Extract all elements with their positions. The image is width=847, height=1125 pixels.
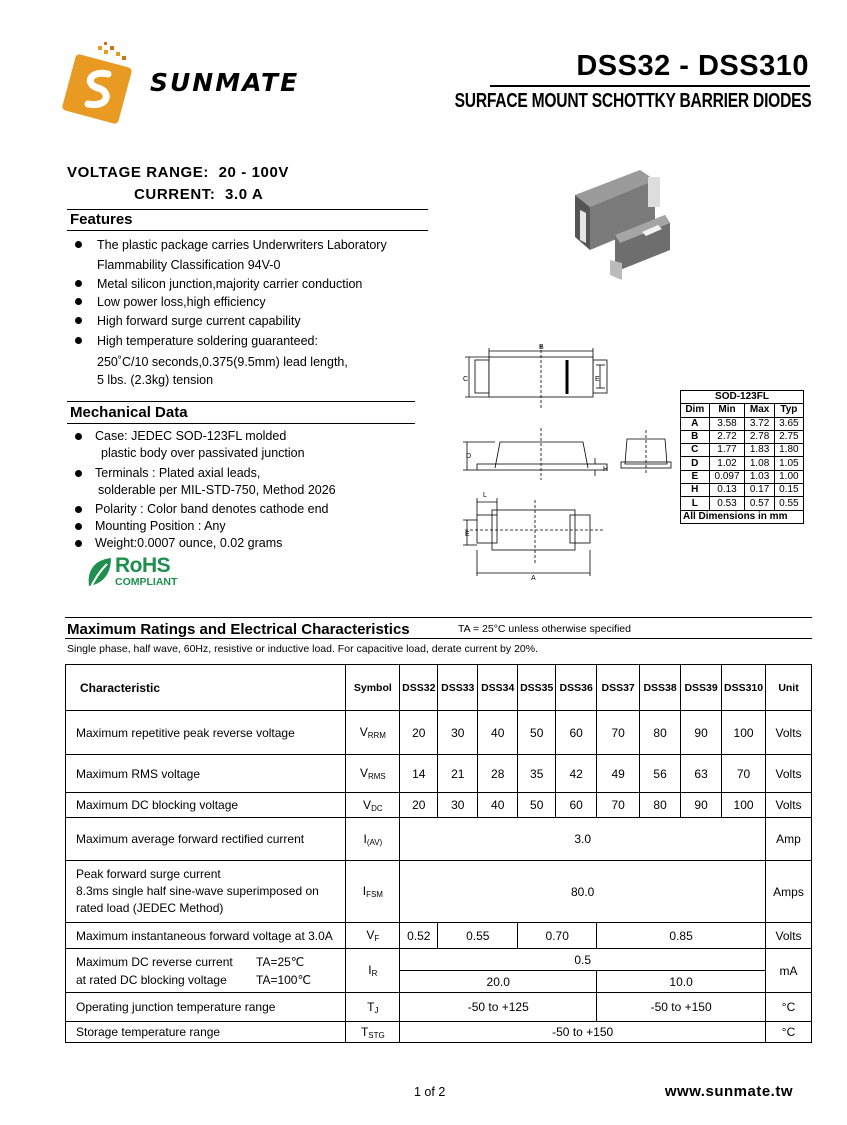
ratings-top-rule — [65, 617, 812, 618]
list-item: plastic body over passivated junction — [101, 446, 305, 460]
ratings-conditions: Single phase, half wave, 60Hz, resistive or inductive load. For capacitive load, derate current by 20%. — [67, 643, 538, 655]
table-header: Max — [745, 404, 774, 417]
features-heading: Features — [70, 211, 133, 228]
table-row: B 2.72 2.78 2.75 — [681, 430, 804, 443]
title-divider — [490, 85, 810, 87]
list-item: Flammability Classification 94V-0 — [97, 257, 281, 272]
mechanical-heading: Mechanical Data — [70, 404, 188, 421]
leaf-icon — [85, 556, 115, 592]
table-header: Symbol — [346, 665, 400, 711]
dim-label-c: C — [463, 376, 469, 383]
logo — [60, 40, 150, 130]
table-header: DSS36 — [556, 665, 597, 711]
table-row: Maximum instantaneous forward voltage at 3.0A $V_F$ 0.52 0.55 0.70 0.85 Volts — [66, 923, 812, 949]
website-link[interactable]: www.sunmate.tw — [664, 1083, 793, 1100]
table-row: 20.0 10.0 — [66, 971, 812, 993]
table-header: DSS310 — [722, 665, 766, 711]
mechanical-top-rule — [67, 401, 415, 402]
list-item: 5 lbs. (2.3kg) tension — [97, 372, 214, 387]
dim-label-l: L — [483, 492, 487, 499]
table-header: DSS33 — [438, 665, 478, 711]
table-row: A 3.58 3.72 3.65 — [681, 417, 804, 430]
voltage-range: VOLTAGE RANGE: 20 - 100V — [67, 164, 290, 181]
list-item: The plastic package carries Underwriters Laboratory — [67, 236, 387, 256]
list-item: Polarity : Color band denotes cathode end — [67, 501, 336, 518]
dimension-diagram — [455, 340, 685, 585]
table-header: Characteristic — [66, 665, 346, 711]
table-header: DSS38 — [640, 665, 681, 711]
table-row: Maximum RMS voltage $V_{RMS}$ 14 21 28 35 42 49 56 63 70 Volts — [66, 755, 812, 793]
mechanical-list — [67, 428, 336, 552]
dim-label-e: E — [595, 376, 600, 383]
logo-mark-icon — [60, 40, 150, 130]
dim-table-footer: All Dimensions in mm — [681, 510, 804, 523]
list-item: Metal silicon junction,majority carrier conduction — [67, 275, 387, 295]
table-row — [681, 404, 804, 417]
table-row: H 0.13 0.17 0.15 — [681, 484, 804, 497]
table-row: Maximum average forward rectified current $I_{(AV)}$ 3.0 Amp — [66, 818, 812, 861]
list-item: Mounting Position : Any — [67, 518, 336, 535]
list-item: High forward surge current capability — [67, 312, 387, 332]
list-item: Low power loss,high efficiency — [67, 293, 387, 313]
table-header: Min — [709, 404, 745, 417]
table-header: DSS35 — [518, 665, 556, 711]
ratings-table — [65, 664, 812, 1043]
table-header: Typ — [774, 404, 803, 417]
table-row: D 1.02 1.08 1.05 — [681, 457, 804, 470]
table-row — [66, 665, 812, 711]
features-list — [67, 236, 387, 390]
ratings-note: TA = 25°C unless otherwise specified — [458, 623, 631, 635]
list-item: Terminals : Plated axial leads, — [67, 465, 336, 482]
ratings-title: Maximum Ratings and Electrical Characteristics — [67, 621, 410, 638]
features-top-rule — [67, 209, 428, 210]
package-3d-illustration — [570, 165, 675, 290]
rohs-subtitle: COMPLIANT — [115, 576, 178, 588]
ratings-rule — [65, 638, 812, 639]
table-row: Peak forward surge current 8.3ms single half sine-wave superimposed on rated load (JEDEC Method) $I_{FSM}$ 80.0 Amps — [66, 861, 812, 923]
dimension-table — [680, 390, 804, 524]
table-header: DSS39 — [681, 665, 722, 711]
mechanical-rule — [67, 423, 415, 424]
table-header: DSS37 — [597, 665, 640, 711]
dim-label-a: A — [531, 575, 536, 582]
list-item: Weight:0.0007 ounce, 0.02 grams — [67, 535, 336, 552]
list-item: High temperature soldering guaranteed: — [67, 332, 387, 352]
current-spec: CURRENT: 3.0 A — [134, 186, 264, 203]
table-header: DSS32 — [400, 665, 438, 711]
table-row: C 1.77 1.83 1.80 — [681, 444, 804, 457]
table-row: L 0.53 0.57 0.55 — [681, 497, 804, 510]
list-item: 250˚C/10 seconds,0.375(9.5mm) lead length, — [97, 355, 348, 369]
table-row: E 0.097 1.03 1.00 — [681, 470, 804, 483]
page-number: 1 of 2 — [414, 1085, 446, 1099]
table-row: Maximum DC reverse current TA=25℃ at rated DC blocking voltage TA=100℃ $I_R$ 0.5 mA — [66, 949, 812, 971]
table-row: Maximum DC blocking voltage $V_{DC}$ 20 30 40 50 60 70 80 90 100 Volts — [66, 793, 812, 818]
list-item: solderable per MIL-STD-750, Method 2026 — [98, 483, 336, 497]
dim-table-title: SOD-123FL — [681, 391, 804, 404]
list-item: Case: JEDEC SOD-123FL molded — [67, 428, 336, 445]
dim-label-d: D — [466, 453, 472, 460]
table-row: Operating junction temperature range $T_J$ -50 to +125 -50 to +150 °C — [66, 993, 812, 1022]
table-header: Dim — [681, 404, 710, 417]
dim-label-h: H — [603, 466, 609, 473]
dim-label-b: B — [539, 344, 544, 351]
page-subtitle: SURFACE MOUNT SCHOTTKY BARRIER DIODES — [454, 90, 811, 112]
rohs-title: RoHS — [115, 554, 171, 577]
table-row: Maximum repetitive peak reverse voltage $V_{RRM}$ 20 30 40 50 60 70 80 90 100 Volts — [66, 711, 812, 755]
features-rule — [67, 230, 428, 231]
logo-text: SUNMATE — [150, 68, 300, 97]
table-header: Unit — [766, 665, 812, 711]
dim-label-e2: E — [465, 531, 470, 538]
table-header: DSS34 — [478, 665, 518, 711]
page-title: DSS32 - DSS310 — [576, 50, 809, 82]
table-row: Storage temperature range $T_{STG}$ -50 to +150 °C — [66, 1022, 812, 1043]
